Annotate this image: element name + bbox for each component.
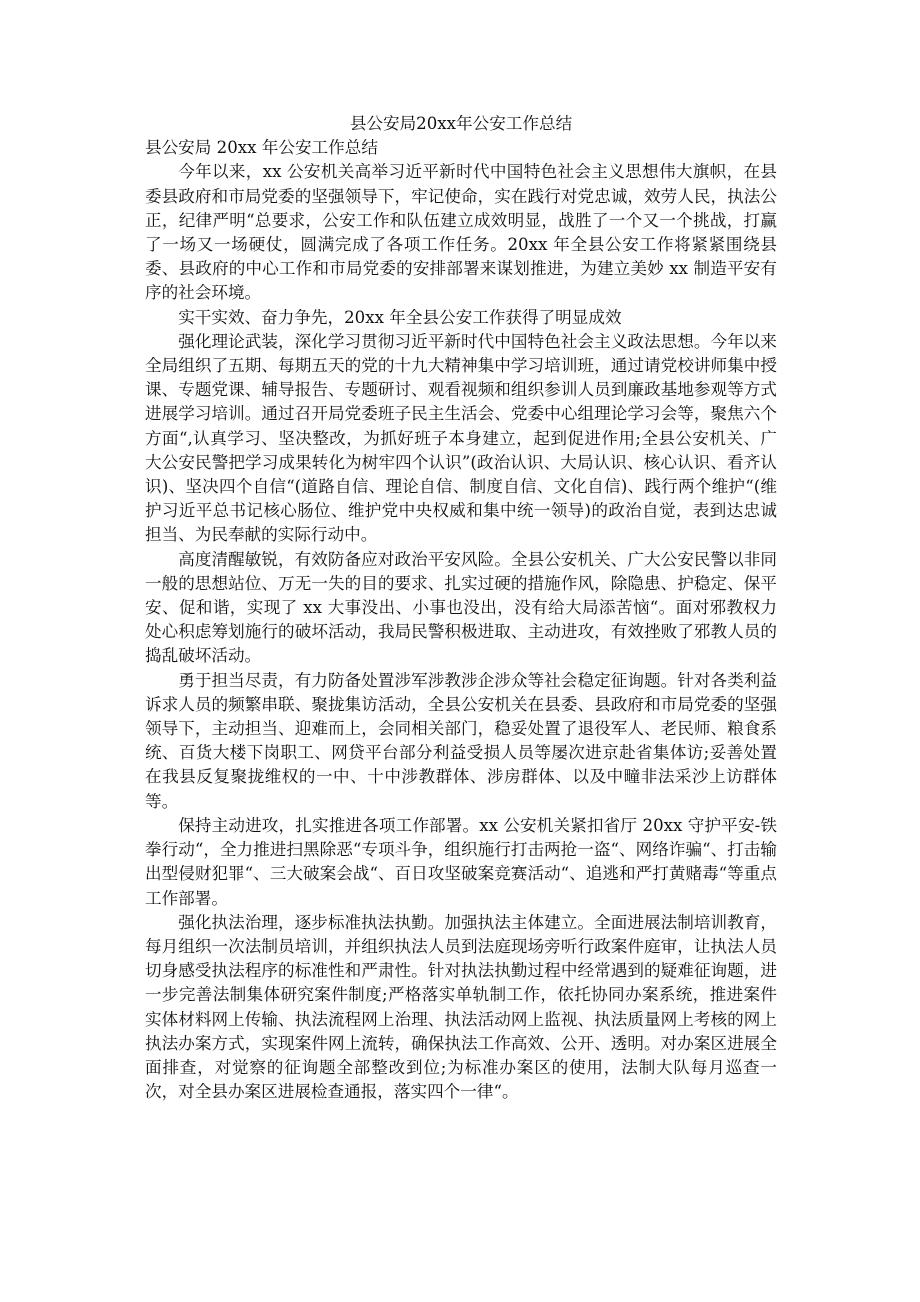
paragraph-section-heading: 实干实效、奋力争先，20xx 年全县公安工作获得了明显成效 (178, 307, 622, 327)
document-subtitle: 县公安局 20xx 年公安工作总结 (145, 138, 378, 158)
paragraph-intro: 今年以来，xx 公安机关高举习近平新时代中国特色社会主义思想伟大旗帜，在县委县政府和市局党委的坚强领导下，牢记使命，实在践行对党忠诚，效劳人民，执法公正，纪律严明“总要求，公安工作和队伍建立成效明显，战胜了一个又一个挑战，打赢了一场又一场硬仗，圆满完成了各项工作任务。20xx 年全县公安工作将紧紧围绕县委、县政府的中心工作和市局党委的安排部署来谋划推进，为建立美妙 xx 制造平安有序的社会环境。 (145, 162, 777, 303)
paragraph-social-stability: 勇于担当尽责，有力防备处置涉军涉教涉企涉众等社会稳定征询题。针对各类利益诉求人员的频繁串联、聚拢集访活动，全县公安机关在县委、县政府和市局党委的坚强领导下，主动担当、迎难而上，会同相关部门，稳妥处置了退役军人、老民师、粮食系统、百货大楼下岗职工、网贷平台部分利益受损人员等屡次进京赴省集体访;妥善处置在我县反复聚拢维权的一中、十中涉教群体、涉房群体、以及中疃非法采沙上访群体等。 (145, 670, 777, 811)
document-title: 县公安局20xx年公安工作总结 (349, 114, 573, 133)
paragraph-theory: 强化理论武装，深化学习贯彻习近平新时代中国特色社会主义政法思想。今年以来全局组织了五期、每期五天的党的十九大精神集中学习培训班，通过请党校讲师集中授课、专题党课、辅导报告、专题研讨、观看视频和组织参训人员到廉政基地参观等方式进展学习培训。通过召开局党委班子民主生活会、党委中心组理论学习会等，聚焦六个方面“,认真学习、坚决整改，为抓好班子本身建立，起到促进作用;全县公安机关、广大公安民警把学习成果转化为树牢四个认识”(政治认识、大局认识、核心认识、看齐认识)、坚决四个自信“(道路自信、理论自信、制度自信、文化自信)、践行两个维护“(维护习近平总书记核心肠位、维护党中央权威和集中统一领导)的政治自觉，表到达忠诚担当、为民奉献的实际行动中。 (145, 331, 777, 545)
paragraph-law-enforcement: 强化执法治理，逐步标准执法执勤。加强执法主体建立。全面进展法制培训教育，每月组织一次法制员培训，并组织执法人员到法庭现场旁听行政案件庭审，让执法人员切身感受执法程序的标准性和严肃性。针对执法执勤过程中经常遇到的疑难征询题，进一步完善法制集体研究案件制度;严格落实单轨制工作，依托协同办案系统，推进案件实体材料网上传输、执法流程网上治理、执法活动网上监视、执法质量网上考核的网上执法办案方式，实现案件网上流转，确保执法工作高效、公开、透明。对办案区进展全面排查，对觉察的征询题全部整改到位;为标准办案区的使用，法制大队每月巡查一次，对全县办案区进展检查通报，落实四个一律“。 (145, 912, 777, 1102)
paragraph-work-deployment: 保持主动进攻，扎实推进各项工作部署。xx 公安机关紧扣省厅 20xx 守护平安-铁拳行动“，全力推进扫黑除恶“专项斗争，组织施行打击两抢一盗“、网络诈骗“、打击输出型侵财犯罪“、三大破案会战“、百日攻坚破案竞赛活动“、追逃和严打黄赌毒“等重点工作部署。 (145, 815, 777, 908)
paragraph-political-security: 高度清醒敏锐，有效防备应对政治平安风险。全县公安机关、广大公安民警以非同一般的思想站位、万无一失的目的要求、扎实过硬的措施作风，除隐患、护稳定、保平安、促和谐，实现了 xx 大事没出、小事也没出，没有给大局添苦恼“。面对邪教权力处心积虑筹划施行的破坏活动，我局民警积极进取、主动进攻，有效挫败了邪教人员的捣乱破坏活动。 (145, 549, 777, 666)
document-page (145, 112, 777, 1104)
